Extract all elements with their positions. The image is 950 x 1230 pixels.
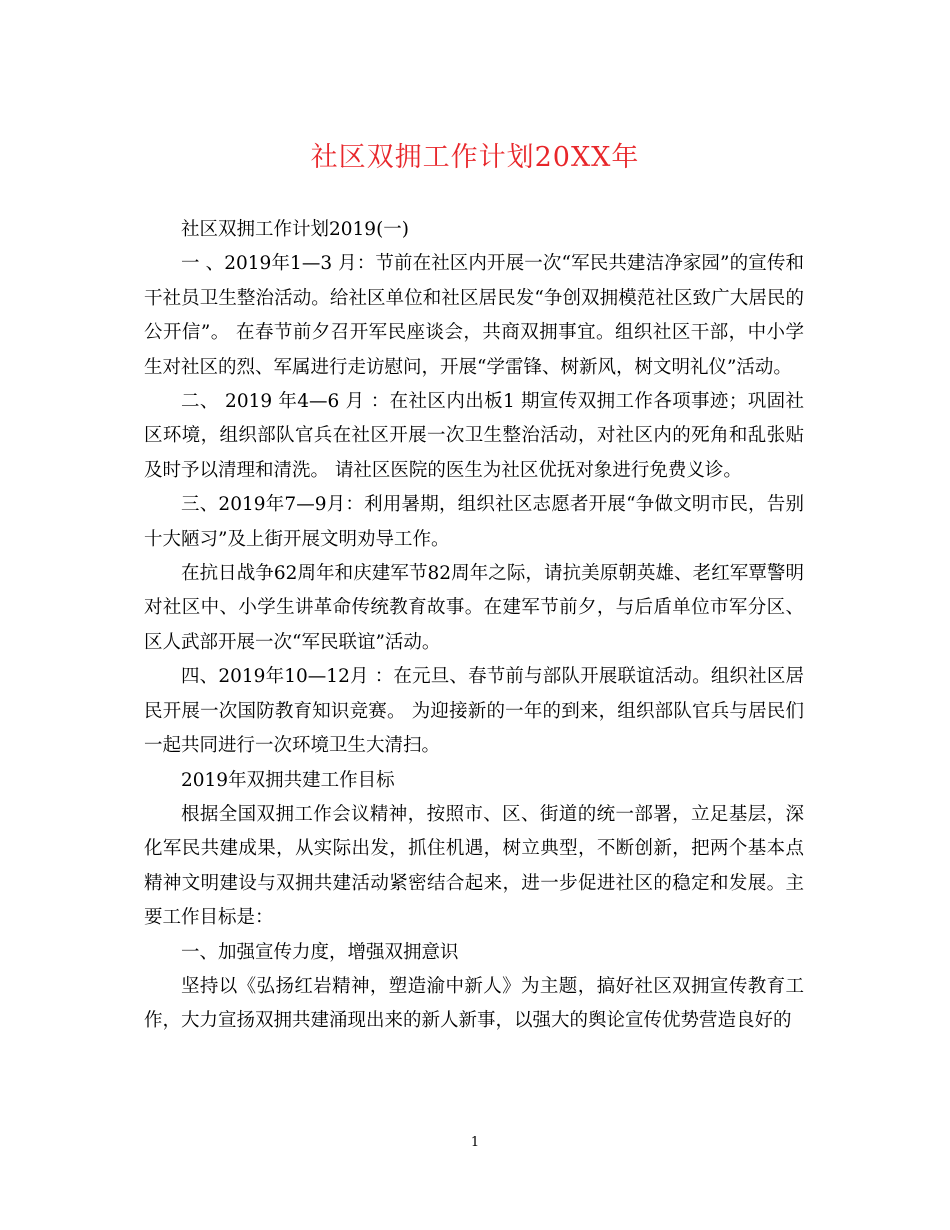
document-body	[144, 213, 804, 1039]
paragraph-goals-heading: 2019年双拥共建工作目标	[181, 769, 395, 791]
paragraph-q4: 四、2019年10—12月 ：在元旦、春节前与部队开展联谊活动。组织社区居民开展一次国防教育知识竞赛。 为迎接新的一年的到来，组织部队官兵与居民们一起共同进行一次环境卫生大清扫。	[144, 666, 804, 757]
document-title: 社区双拥工作计划20XX年	[310, 142, 640, 173]
paragraph-q3: 三、2019年7—9月：利用暑期，组织社区志愿者开展“争做文明市民，告别十大陋习”及上街开展文明劝导工作。	[144, 494, 804, 550]
paragraph-goals-intro: 根据全国双拥工作会议精神，按照市、区、街道的统一部署，立足基层，深化军民共建成果，从实际出发，抓住机遇，树立典型，不断创新，把两个基本点精神文明建设与双拥共建活动紧密结合起来，进一步促进社区的稳定和发展。主要工作目标是：	[144, 803, 804, 929]
page-number: 1	[470, 1135, 480, 1150]
paragraph-plan-heading: 社区双拥工作计划2019(一)	[181, 219, 410, 240]
paragraph-goal-one-body: 坚持以《弘扬红岩精神，塑造渝中新人》为主题，搞好社区双拥宣传教育工作，大力宣扬双拥共建涌现出来的新人新事，以强大的舆论宣传优势营造良好的	[144, 975, 804, 1032]
paragraph-q1: 一 、2019年1—3 月：节前在社区内开展一次“军民共建洁净家园”的宣传和干社员卫生整治活动。给社区单位和社区居民发“争创双拥模范社区致广大居民的公开信”。 在春节前夕召开军民座谈会，共商双拥事宜。组织社区干部，中小学生对社区的烈、军属进行走访慰问，开展“学雷锋、树新风，树文明礼仪”活动。	[144, 253, 804, 378]
paragraph-anniversary: 在抗日战争62周年和庆建军节82周年之际，请抗美原朝英雄、老红军覃警明对社区中、小学生讲革命传统教育故事。在建军节前夕，与后盾单位市军分区、区人武部开展一次“军民联谊”活动。	[144, 563, 804, 653]
paragraph-goal-one-heading: 一、加强宣传力度，增强双拥意识	[181, 941, 459, 963]
paragraph-q2: 二、 2019 年4—6 月 ：在社区内出板1 期宣传双拥工作各项事迹；巩固社区环境，组织部队官兵在社区开展一次卫生整治活动，对社区内的死角和乱张贴及时予以清理和清洗。 请社区医院的医生为社区优抚对象进行免费义诊。	[144, 391, 804, 481]
